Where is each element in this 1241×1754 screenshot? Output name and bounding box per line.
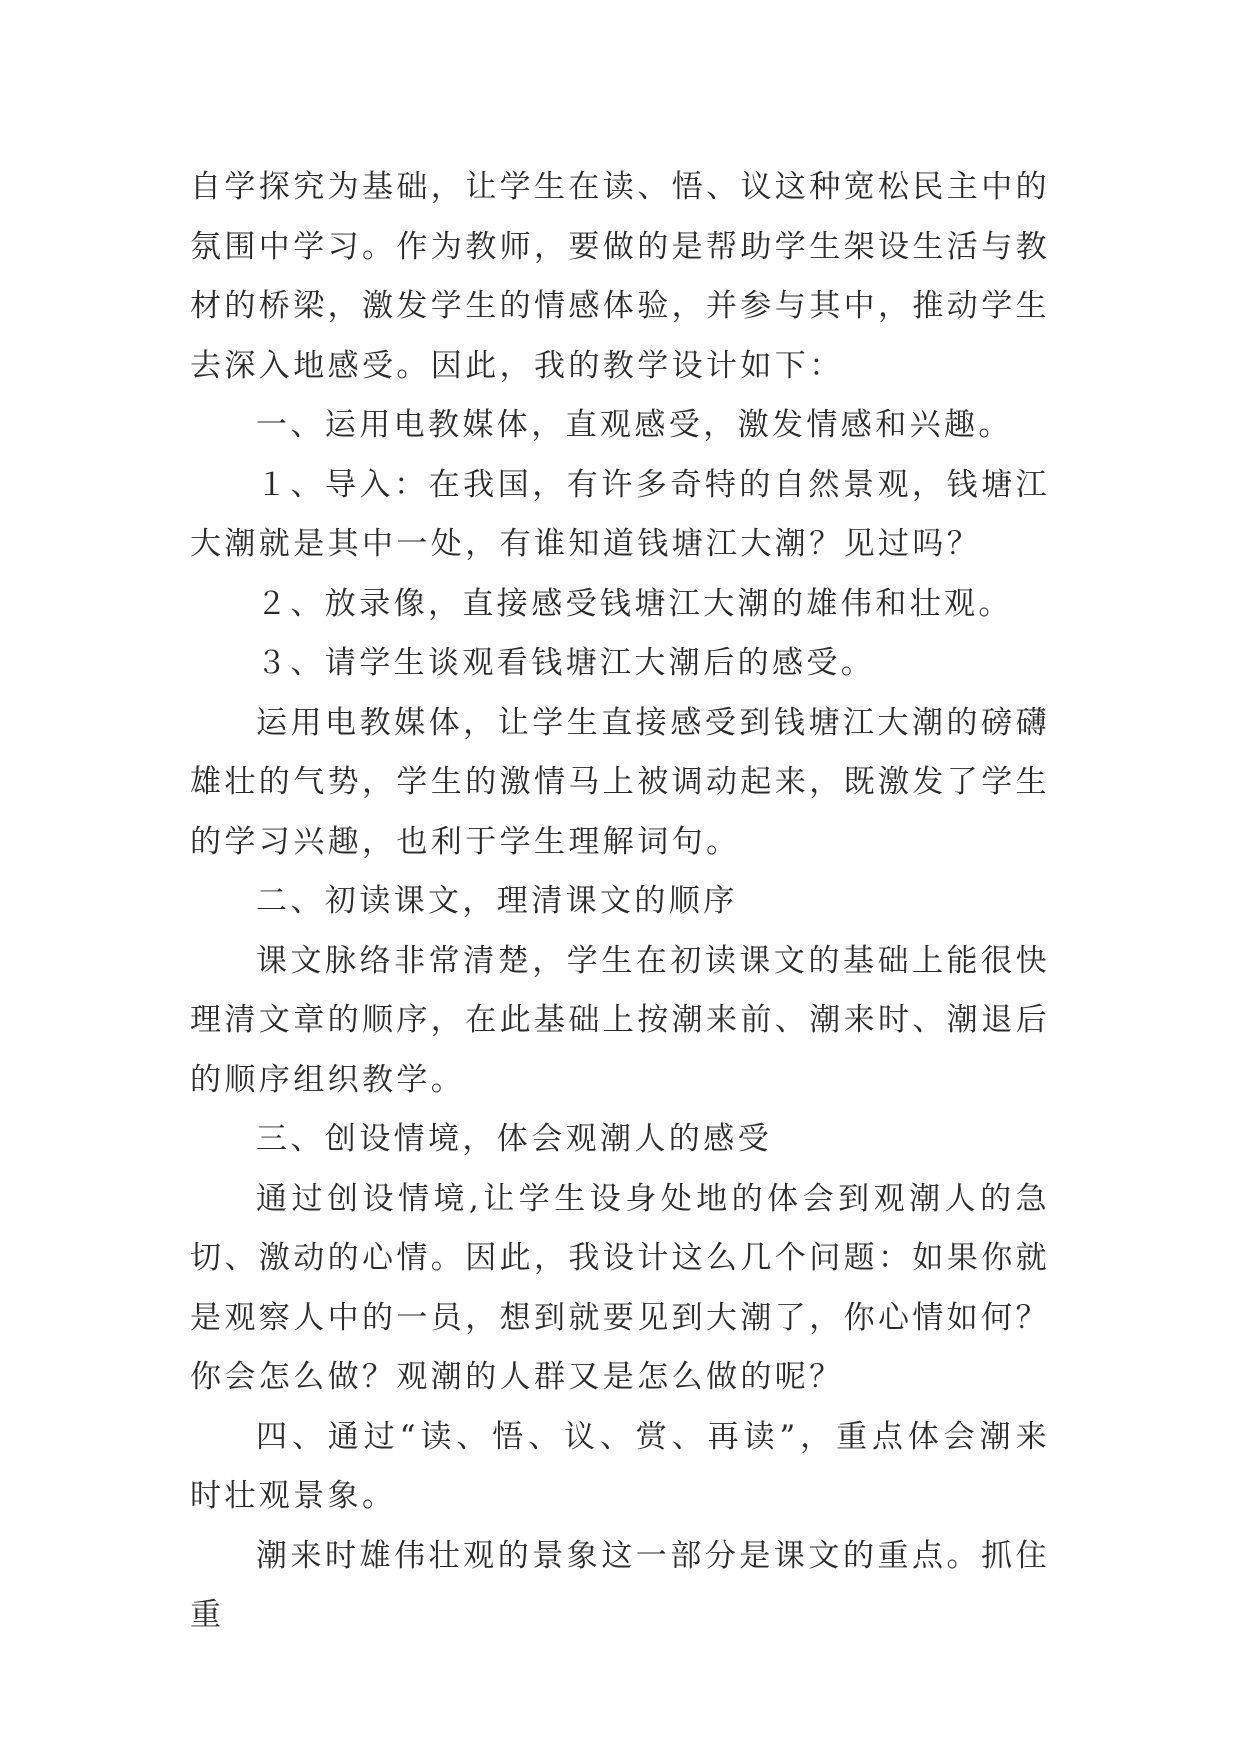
section-heading-2: 二、初读课文，理清课文的顺序 xyxy=(256,883,738,919)
list-item-1: １、导入：在我国，有许多奇特的自然景观，钱塘江大潮就是其中一处，有谁知道钱塘江大潮？见过吗？ xyxy=(190,466,1050,562)
paragraph-focus: 潮来时雄伟壮观的景象这一部分是课文的重点。抓住重 xyxy=(190,1537,1050,1633)
list-item-3: ３、请学生谈观看钱塘江大潮后的感受。 xyxy=(256,645,876,681)
document-body xyxy=(190,158,1050,1646)
paragraph-situation: 通过创设情境,让学生设身处地的体会到观潮人的急切、激动的心情。因此，我设计这么几个问题：如果你就是观察人中的一员，想到就要见到大潮了，你心情如何？你会怎么做？观潮的人群又是怎么做的呢？ xyxy=(190,1180,1050,1395)
section-heading-3: 三、创设情境，体会观潮人的感受 xyxy=(256,1121,772,1157)
paragraph-intro: 自学探究为基础，让学生在读、悟、议这种宽松民主中的氛围中学习。作为教师，要做的是帮助学生架设生活与教材的桥梁，激发学生的情感体验，并参与其中，推动学生去深入地感受。因此，我的教学设计如下： xyxy=(190,169,1050,384)
paragraph-structure: 课文脉络非常清楚，学生在初读课文的基础上能很快理清文章的顺序，在此基础上按潮来前、潮来时、潮退后的顺序组织教学。 xyxy=(190,942,1050,1098)
section-heading-1: 一、运用电教媒体，直观感受，激发情感和兴趣。 xyxy=(256,407,1013,443)
list-item-2: ２、放录像，直接感受钱塘江大潮的雄伟和壮观。 xyxy=(256,585,1013,622)
paragraph-media: 运用电教媒体，让学生直接感受到钱塘江大潮的磅礴雄壮的气势，学生的激情马上被调动起来，既激发了学生的学习兴趣，也利于学生理解词句。 xyxy=(190,704,1050,860)
section-heading-4: 四、通过“读、悟、议、赏、再读”，重点体会潮来时壮观景象。 xyxy=(190,1418,1050,1514)
